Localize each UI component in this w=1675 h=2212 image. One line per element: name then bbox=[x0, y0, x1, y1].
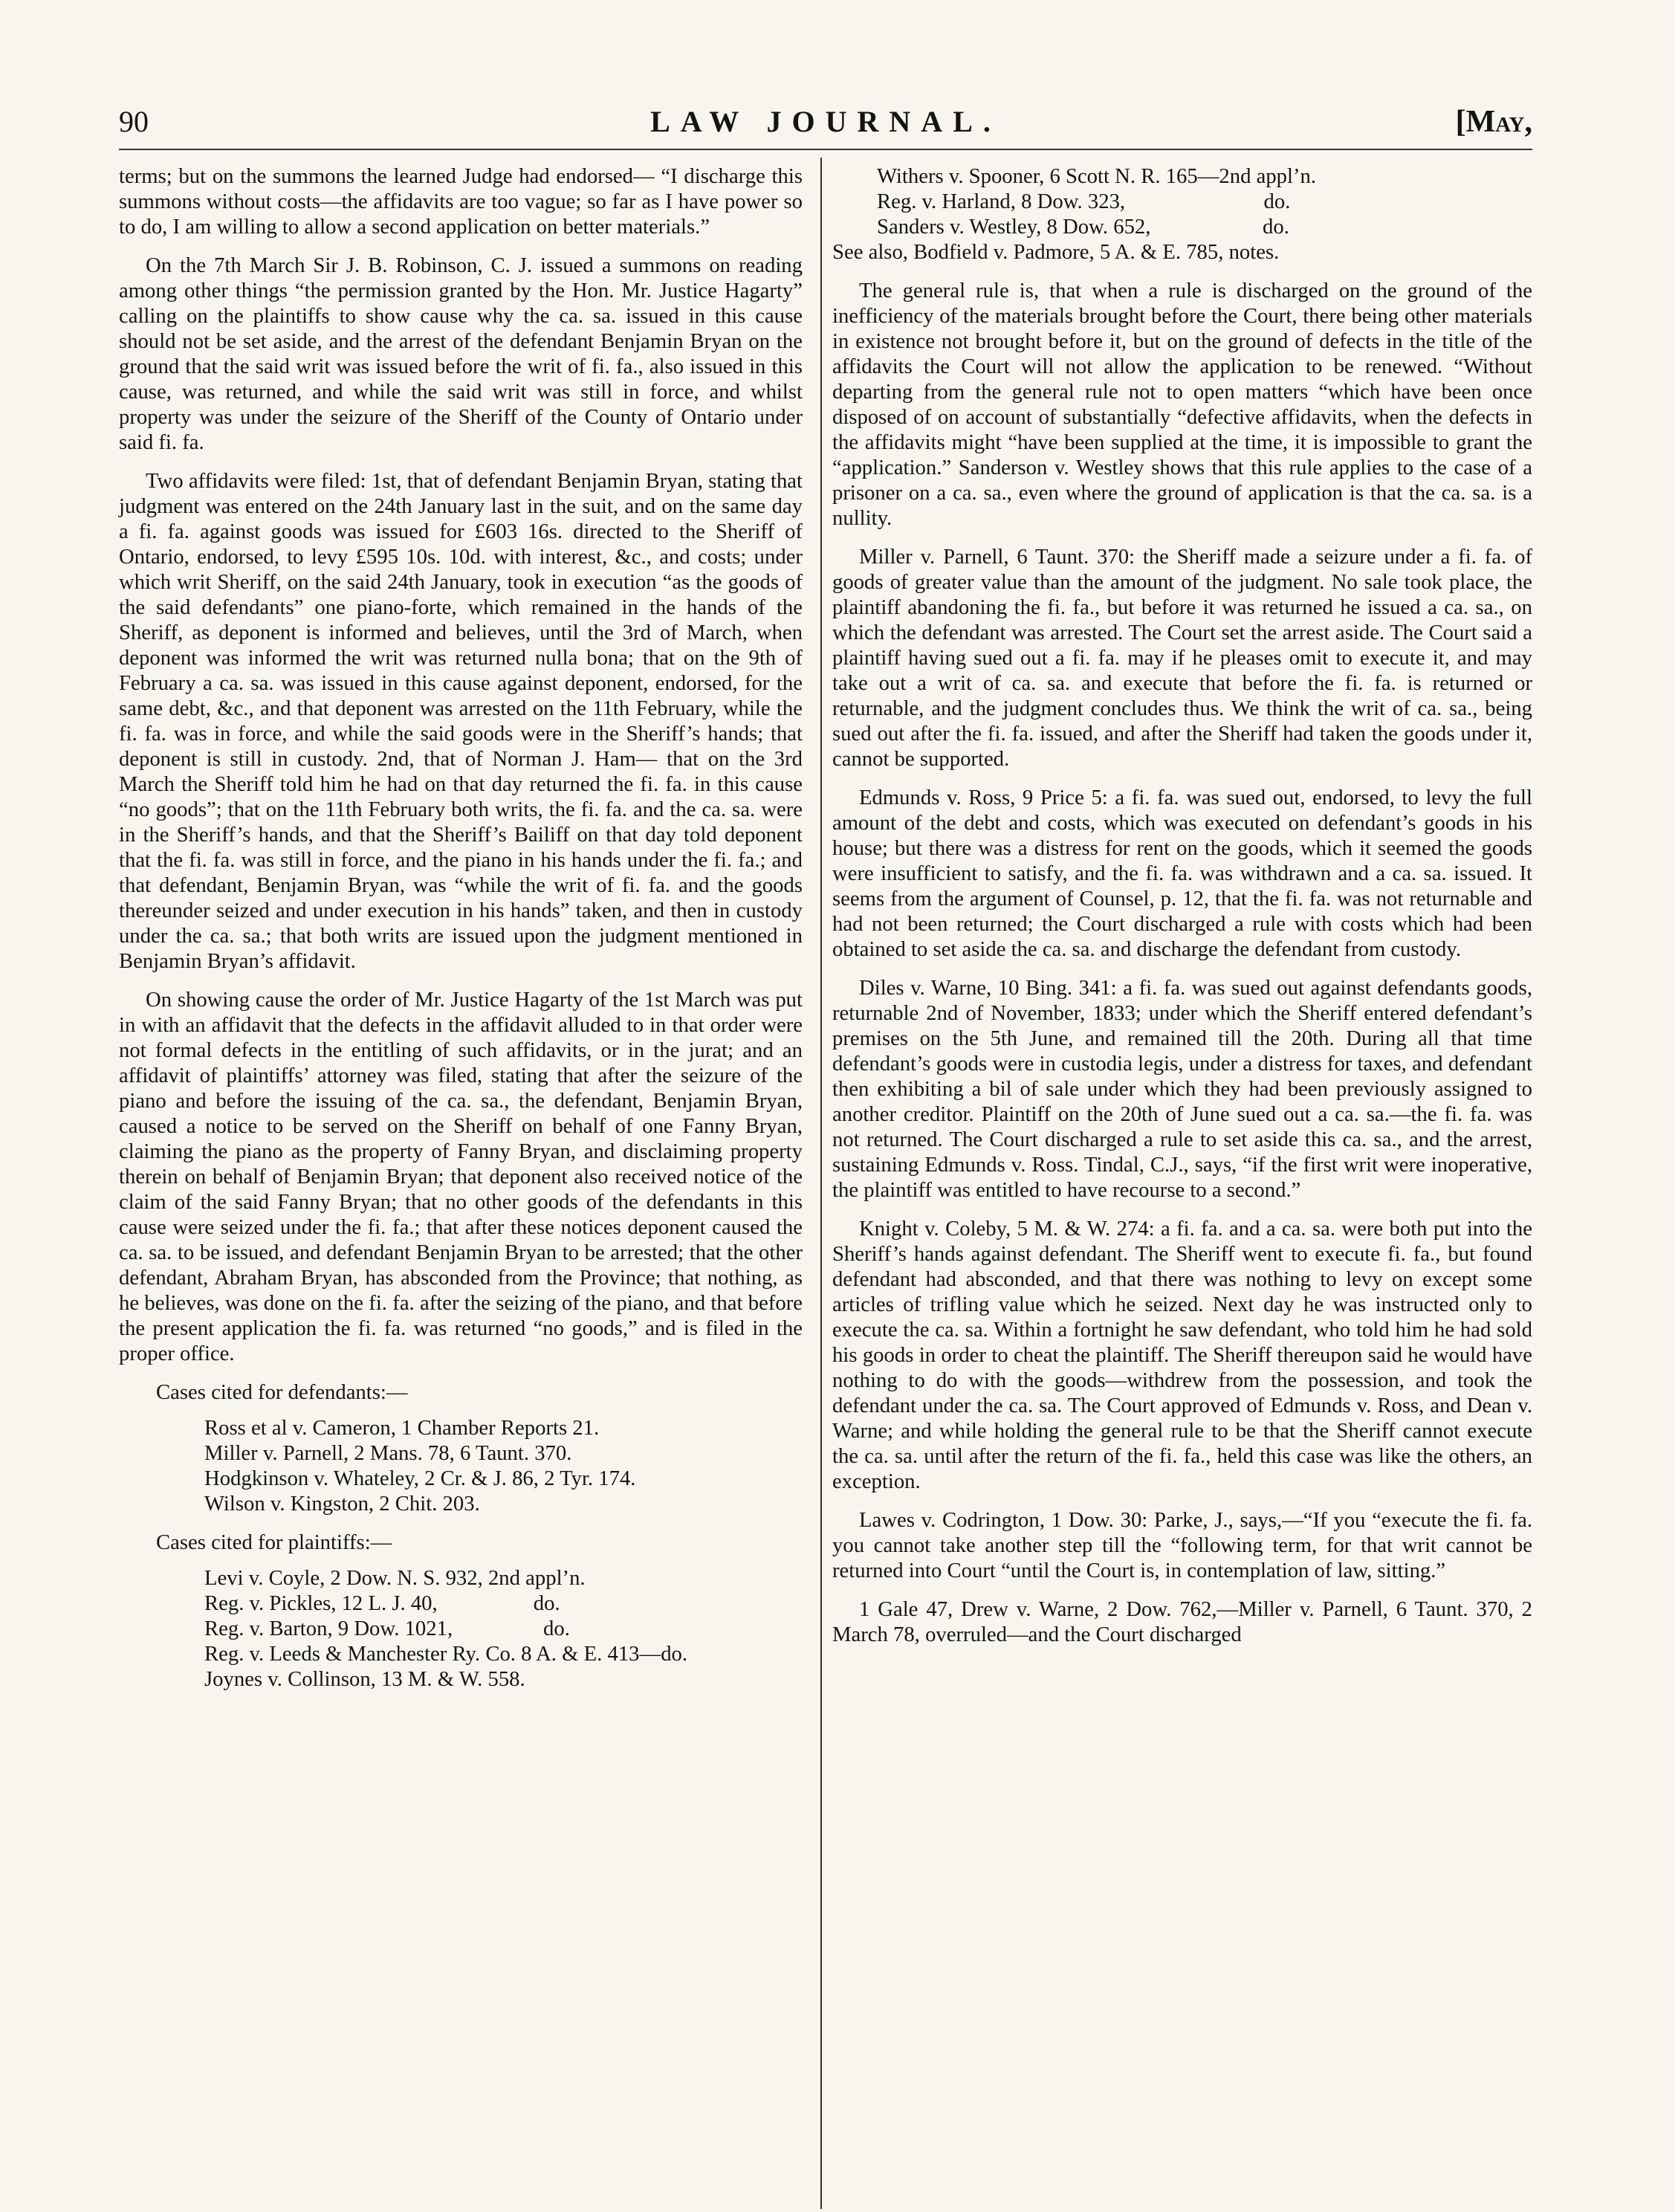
case-citation: Joynes v. Collinson, 13 M. & W. 558. bbox=[204, 1667, 525, 1691]
case-citation: Withers v. Spooner, 6 Scott N. R. 165—2nd appl’n. bbox=[877, 164, 1317, 188]
column-divider bbox=[820, 158, 822, 2209]
cases-defendants-heading: Cases cited for defendants:— bbox=[156, 1380, 408, 1404]
case-citation: Ross et al v. Cameron, 1 Chamber Reports 21. bbox=[204, 1416, 600, 1440]
case-citation: Reg. v. Barton, 9 Dow. 1021, do. bbox=[204, 1617, 570, 1640]
paragraph: Two affidavits were filed: 1st, that of defendant Benjamin Bryan, stating that judgment was entered on the 24th January last in the suit, and on the same day a fi. fa. against goods was issued for £603 16s. directed to the Sheriff of Ontario, endorsed, to levy £595 10s. 10d. with interest, &c., and costs; under which writ Sheriff, on the said 24th January, took in execution “as the goods of the said defendants” one piano-forte, which remained in the hands of the Sheriff, as deponent is informed and believes, until the 3rd of March, when deponent was informed the writ was returned nulla bona; that on the 9th of February a ca. sa. was issued in this cause against deponent, endorsed, for the same debt, &c., and that deponent was arrested on the 11th February, while the fi. fa. was in force, and while the said goods were in the Sheriff’s hands; that deponent is still in custody. 2nd, that of Norman J. Ham— that on the 3rd March the Sheriff told him he had on that day returned the fi. fa. in this cause “no goods”; that on the 11th February both writs, the fi. fa. and the ca. sa. were in the Sheriff’s hands, and that the Sheriff’s Bailiff on that day told deponent that the fi. fa. was still in force, and the piano in his hands under the fi. fa.; and that defendant, Benjamin Bryan, was “while the writ of fi. fa. and the goods thereunder seized and under execution in his hands” taken, and then in custody under the ca. sa.; that both writs are issued upon the judgment mentioned in Benjamin Bryan’s affidavit. bbox=[119, 469, 803, 973]
case-citation: Hodgkinson v. Whateley, 2 Cr. & J. 86, 2 Tyr. 174. bbox=[204, 1466, 636, 1490]
case-citation: Reg. v. Harland, 8 Dow. 323, do. bbox=[877, 190, 1291, 213]
cases-defendants bbox=[119, 1380, 803, 1516]
header-rule bbox=[119, 149, 1532, 150]
see-also-citation: See also, Bodfield v. Padmore, 5 A. & E. 785, notes. bbox=[832, 240, 1280, 264]
page-number: 90 bbox=[119, 105, 149, 138]
cases-plaintiffs bbox=[119, 1530, 803, 1692]
paragraph: Lawes v. Codrington, 1 Dow. 30: Parke, J., says,—“If you “execute the fi. fa. you cannot take another step till the “following term, for that writ cannot be returned into Court “until the Court is, in contemplation of law, sitting.” bbox=[832, 1508, 1532, 1582]
paragraph: The general rule is, that when a rule is discharged on the ground of the inefficiency of the materials brought before the Court, there being other materials in existence not brought before it, but on the ground of defects in the title of the affidavits the Court will not allow the application to be renewed. “Without departing from the general rule not to open matters “which have been once disposed of on account of substantially “defective affidavits, when the defects in the affidavits might “have been supplied at the time, it is impossible to grant the “application.” Sanderson v. Westley shows that this rule applies to the case of a prisoner on a ca. sa., even where the ground of application is that the ca. sa. is a nullity. bbox=[832, 279, 1532, 530]
paragraph: Diles v. Warne, 10 Bing. 341: a fi. fa. was sued out against defendants goods, returnable 2nd of November, 1833; under which the Sheriff entered defendant’s premises on the 5th June, and remained till the 20th. During all that time defendant’s goods were in custodia legis, under a distress for taxes, and defendant then exhibiting a bil of sale under which they had been previously assigned to another creditor. Plaintiff on the 20th of June sued out a ca. sa.—the fi. fa. was not returned. The Court discharged a rule to set aside this ca. sa., and the arrest, sustaining Edmunds v. Ross. Tindal, C.J., says, “if the first writ were inoperative, the plaintiff was entitled to have recourse to a second.” bbox=[832, 976, 1532, 1202]
running-month: [May, bbox=[1455, 105, 1532, 139]
case-citation: Levi v. Coyle, 2 Dow. N. S. 932, 2nd appl’n. bbox=[204, 1566, 586, 1590]
cases-plaintiffs-heading: Cases cited for plaintiffs:— bbox=[156, 1530, 392, 1554]
case-citation: Reg. v. Pickles, 12 L. J. 40, do. bbox=[204, 1591, 560, 1615]
paragraph: terms; but on the summons the learned Judge had endorsed— “I discharge this summons without costs—the affidavits are too vague; so far as I have power so to do, I am willing to allow a second application on better materials.” bbox=[119, 164, 803, 239]
paragraph: 1 Gale 47, Drew v. Warne, 2 Dow. 762,—Miller v. Parnell, 6 Taunt. 370, 2 March 78, overruled—and the Court discharged bbox=[832, 1597, 1532, 1646]
right-column bbox=[832, 164, 1532, 1660]
left-column bbox=[119, 164, 803, 1705]
case-citation: Sanders v. Westley, 8 Dow. 652, do. bbox=[877, 215, 1289, 239]
paragraph: Knight v. Coleby, 5 M. & W. 274: a fi. fa. and a ca. sa. were both put into the Sheriff’s hands against defendant. The Sheriff went to execute fi. fa., but found defendant had absconded, and that there was nothing to levy on except some articles of trifling value which he seized. Next day he was instructed only to execute the ca. sa. Within a fortnight he saw defendant, who told him he had sold his goods in order to cheat the plaintiff. The Sheriff thereupon said he would have nothing to do with the goods—withdrew from the possession, and took the defendant under the ca. sa. The Court approved of Edmunds v. Ross, and Dean v. Warne; and while holding the general rule to be that the Sheriff cannot execute the ca. sa. until after the return of the fi. fa., held this case was like the others, an exception. bbox=[832, 1217, 1532, 1493]
cases-plaintiffs-continued bbox=[832, 164, 1532, 265]
running-title: LAW JOURNAL. bbox=[650, 105, 1001, 138]
paragraph: On the 7th March Sir J. B. Robinson, C. J. issued a summons on reading among other things “the permission granted by the Hon. Mr. Justice Hagarty” calling on the plaintiffs to show cause why the ca. sa. issued in this cause should not be set aside, and the arrest of the defendant Benjamin Bryan on the ground that the said writ was issued before the writ of fi. fa., also issued in this cause, was returned, and while the said writ was still in force, and whilst property was under the seizure of the Sheriff of the County of Ontario under said fi. fa. bbox=[119, 253, 803, 454]
case-citation: Miller v. Parnell, 2 Mans. 78, 6 Taunt. 370. bbox=[204, 1441, 572, 1465]
case-citation: Wilson v. Kingston, 2 Chit. 203. bbox=[204, 1492, 480, 1516]
paragraph: On showing cause the order of Mr. Justice Hagarty of the 1st March was put in with an affidavit that the defects in the affidavit alluded to in that order were not formal defects in the entitling of such affidavits, or in the jurat; and an affidavit of plaintiffs’ attorney was filed, stating that after the seizure of the piano and before the issuing of the ca. sa., the defendant, Benjamin Bryan, caused a notice to be served on the Sheriff on behalf of one Fanny Bryan, claiming the piano as the property of Fanny Bryan, and disclaiming property therein on behalf of Benjamin Bryan; that deponent also received notice of the claim of the said Fanny Bryan; that no other goods of the defendants in this cause were seized under the fi. fa.; that after these notices deponent caused the ca. sa. to be issued, and defendant Benjamin Bryan to be arrested; that the other defendant, Abraham Bryan, has absconded from the Province; that nothing, as he believes, was done on the fi. fa. after the seizing of the piano, and that before the present application the fi. fa. was returned “no goods,” and is filed in the proper office. bbox=[119, 988, 803, 1365]
paragraph: Miller v. Parnell, 6 Taunt. 370: the Sheriff made a seizure under a fi. fa. of goods of greater value than the amount of the judgment. No sale took place, the plaintiff abandoning the fi. fa., but before it was returned he issued a ca. sa., on which the defendant was arrested. The Court set the arrest aside. The Court said a plaintiff having sued out a fi. fa. may if he pleases omit to execute it, and may take out a writ of ca. sa. and execute that before the fi. fa. is returned or returnable, and the judgment concludes thus. We think the writ of ca. sa., being sued out after the fi. fa. issued, and after the Sheriff had taken the goods under it, cannot be supported. bbox=[832, 545, 1532, 771]
case-citation: Reg. v. Leeds & Manchester Ry. Co. 8 A. & E. 413—do. bbox=[204, 1642, 688, 1666]
paragraph: Edmunds v. Ross, 9 Price 5: a fi. fa. was sued out, endorsed, to levy the full amount of the debt and costs, which was executed on defendant’s goods in his house; but there was a distress for rent on the goods, which it seemed the goods were insufficient to satisfy, and the fi. fa. was withdrawn and a ca. sa. issued. It seems from the argument of Counsel, p. 12, that the fi. fa. was not returnable and had not been returned; the Court discharged a rule with costs which had been obtained to set aside the ca. sa. and discharge the defendant from custody. bbox=[832, 786, 1532, 961]
